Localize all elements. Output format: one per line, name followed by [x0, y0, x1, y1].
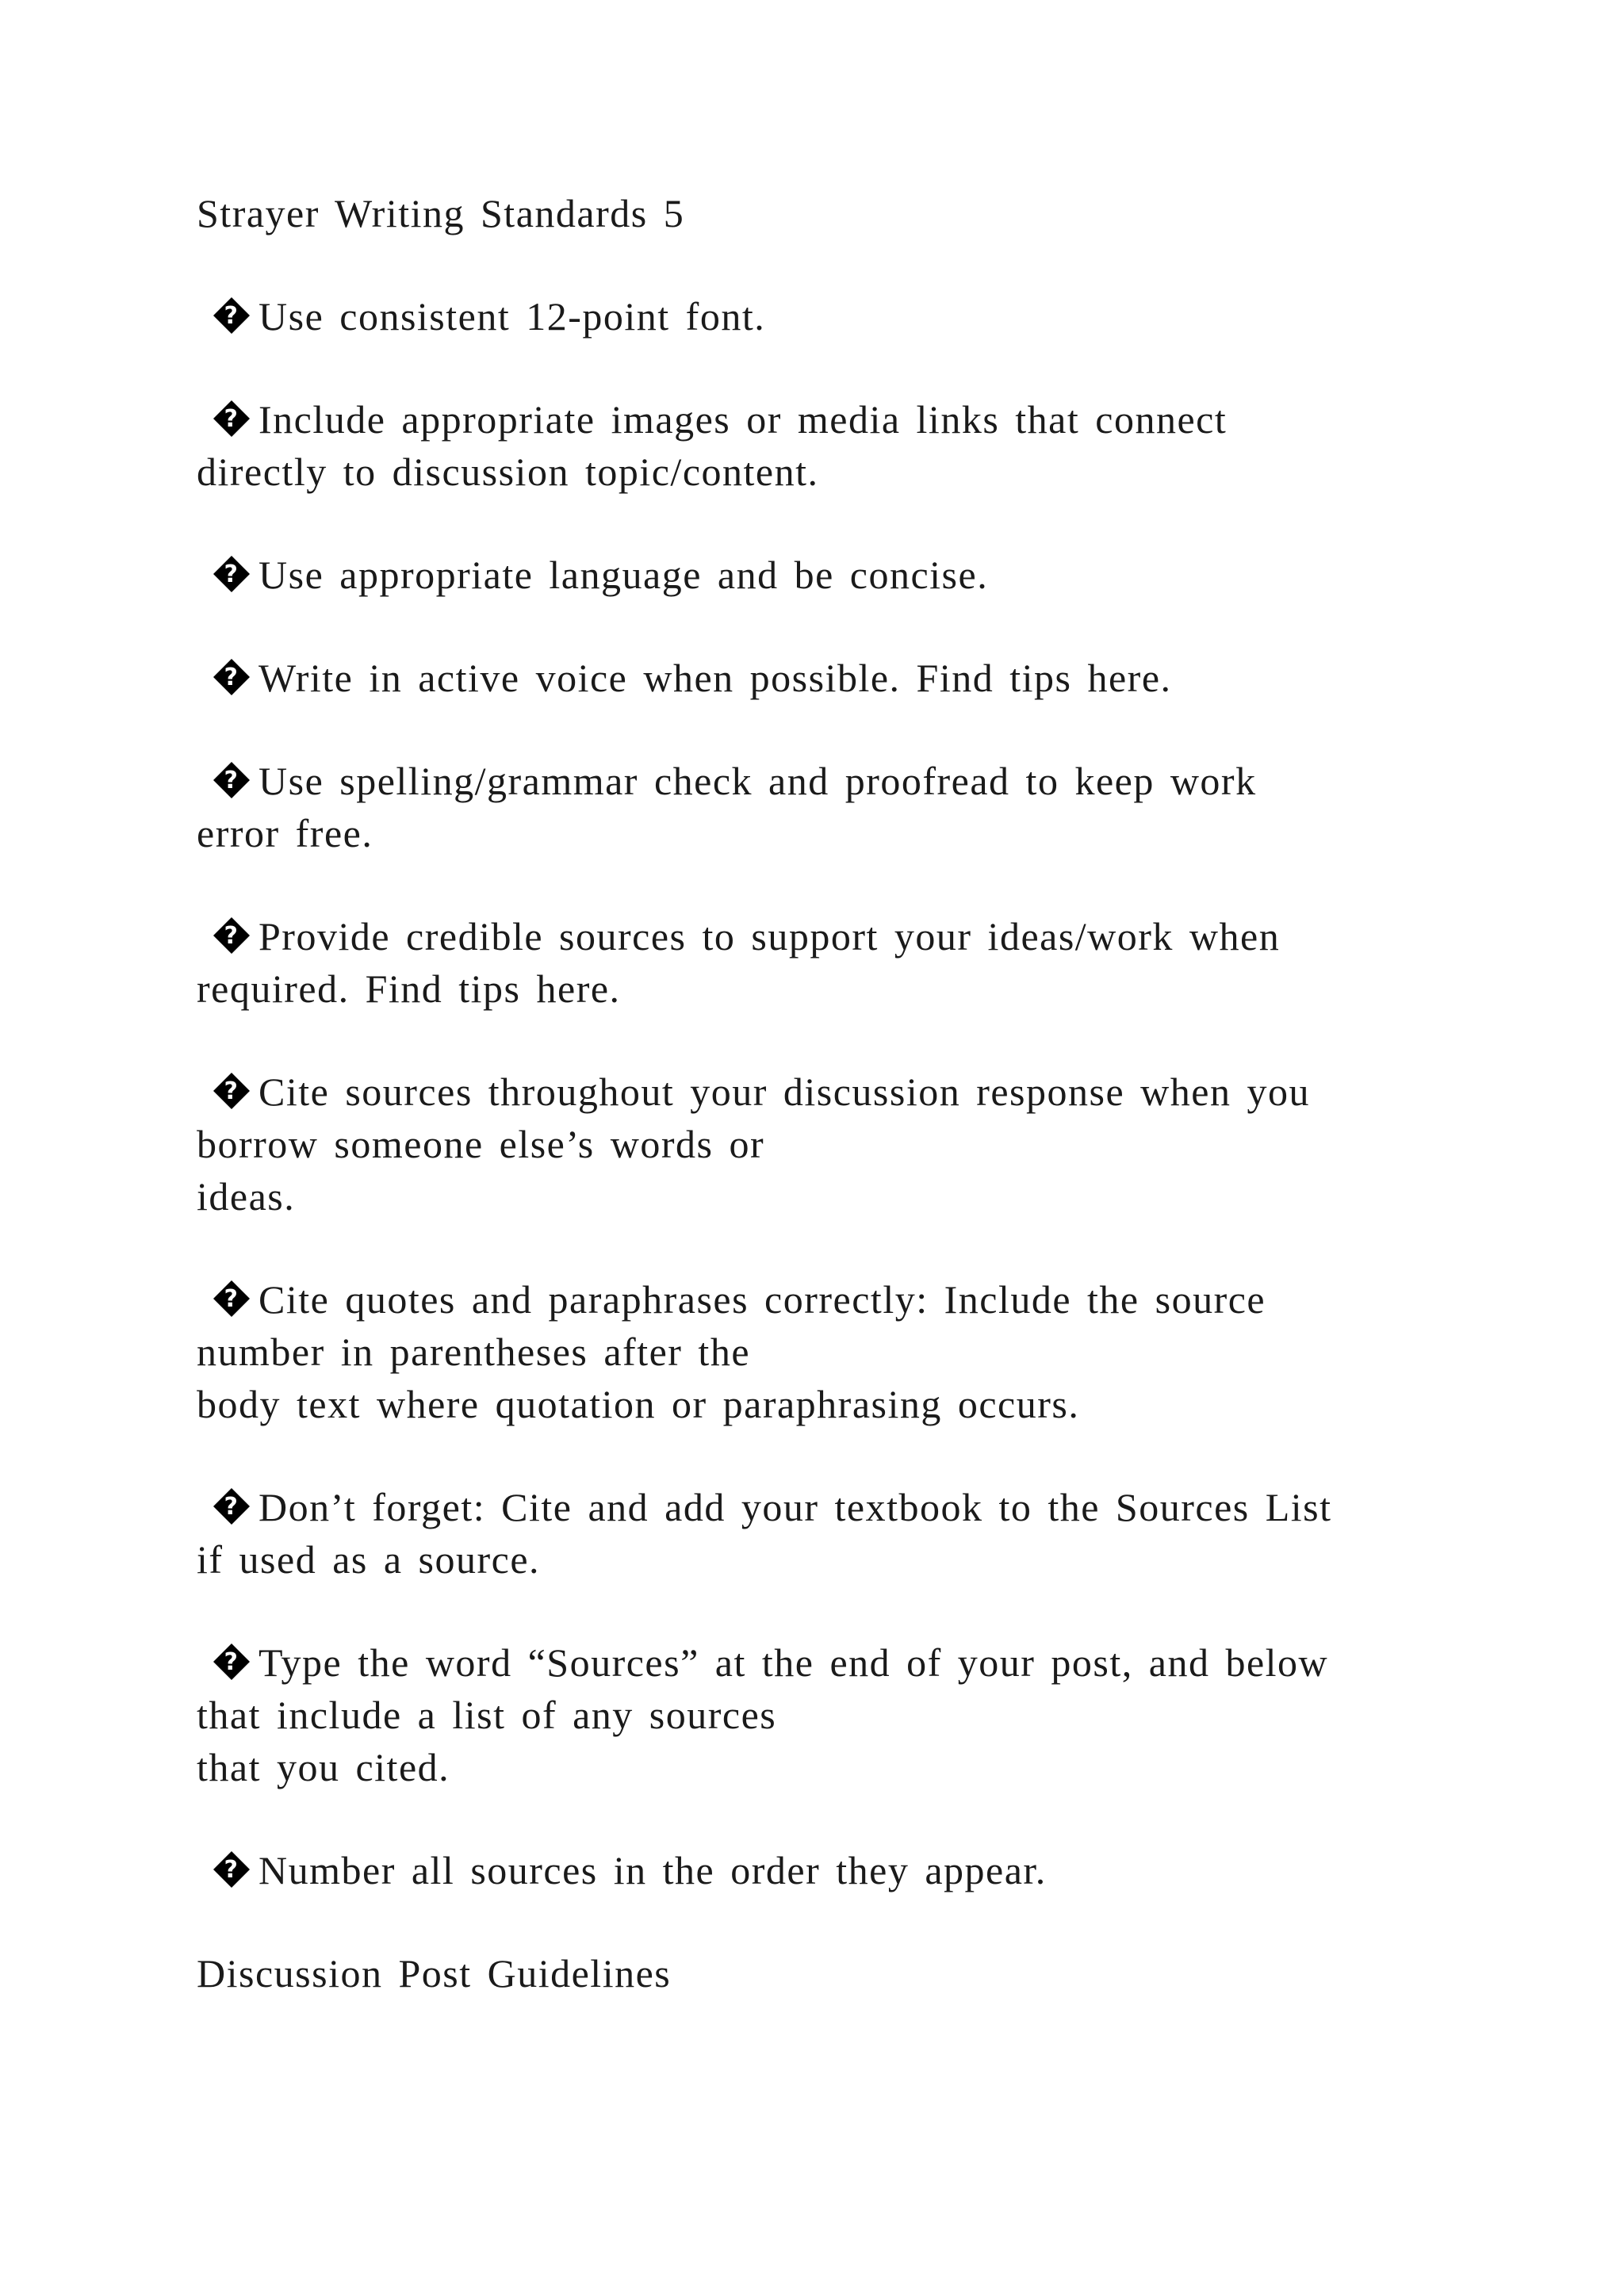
svg-text:?: ?	[224, 561, 239, 588]
replacement-character-icon	[213, 1850, 251, 1888]
bullet-text-line: Cite quotes and paraphrases correctly: Include the source	[259, 1277, 1266, 1322]
svg-text:?: ?	[224, 922, 239, 950]
bullet-text-line: Use appropriate language and be concise.	[259, 553, 989, 597]
bullet-item	[197, 1066, 1434, 1223]
bullet-text-line: Don’t forget: Cite and add your textbook to the Sources List	[259, 1485, 1332, 1529]
bullet-text-line: directly to discussion topic/content.	[197, 450, 819, 494]
svg-text:?: ?	[224, 1856, 239, 1884]
bullet-item	[197, 290, 1434, 342]
bullet-text-line: Number all sources in the order they appear.	[259, 1848, 1047, 1892]
bullet-text-line: Include appropriate images or media links that connect	[259, 397, 1228, 442]
bullet-text-line: Use spelling/grammar check and proofread to keep work	[259, 759, 1257, 803]
bullet-text-line: required. Find tips here.	[197, 966, 621, 1011]
svg-text:?: ?	[224, 767, 239, 794]
replacement-character-icon	[213, 1487, 251, 1525]
replacement-character-icon	[213, 555, 251, 593]
svg-text:?: ?	[224, 1493, 239, 1521]
replacement-character-icon	[213, 297, 251, 335]
bullet-item	[197, 652, 1434, 704]
replacement-character-icon	[213, 400, 251, 438]
bullet-text-line: error free.	[197, 811, 373, 855]
bullet-text-line: body text where quotation or paraphrasing occurs.	[197, 1382, 1080, 1426]
svg-text:?: ?	[224, 1648, 239, 1676]
svg-text:?: ?	[224, 664, 239, 691]
bullet-text-line: Type the word “Sources” at the end of your post, and below	[259, 1640, 1329, 1685]
replacement-character-icon	[213, 658, 251, 696]
bullet-item	[197, 910, 1434, 1015]
bullet-text-line: Cite sources throughout your discussion response when you	[259, 1070, 1310, 1114]
bullet-text-line: number in parentheses after the	[197, 1330, 751, 1374]
svg-text:?: ?	[224, 405, 239, 433]
bullet-text-line: Use consistent 12-point font.	[259, 294, 766, 339]
bullet-item	[197, 1844, 1434, 1896]
replacement-character-icon	[213, 1643, 251, 1681]
replacement-character-icon	[213, 761, 251, 799]
replacement-character-icon	[213, 1280, 251, 1318]
bullet-text-line: Write in active voice when possible. Find tips here.	[259, 656, 1172, 700]
svg-text:?: ?	[224, 302, 239, 330]
bullet-item	[197, 755, 1434, 859]
bullet-item	[197, 1636, 1434, 1793]
bullet-item	[197, 1273, 1434, 1430]
bullet-item	[197, 393, 1434, 498]
bullet-text-line: that you cited.	[197, 1745, 450, 1789]
bullet-text-line: if used as a source.	[197, 1537, 541, 1582]
bullet-item	[197, 549, 1434, 601]
svg-text:?: ?	[224, 1077, 239, 1105]
svg-text:?: ?	[224, 1285, 239, 1313]
bullet-list	[197, 290, 1434, 1896]
bullet-item	[197, 1481, 1434, 1586]
bullet-text-line: that include a list of any sources	[197, 1693, 777, 1737]
page-heading: Strayer Writing Standards 5	[197, 191, 685, 235]
bullet-text-line: borrow someone else’s words or	[197, 1122, 765, 1166]
replacement-character-icon	[213, 916, 251, 955]
replacement-character-icon	[213, 1072, 251, 1110]
section-heading: Discussion Post Guidelines	[197, 1951, 672, 1996]
document-page	[197, 187, 1434, 2050]
bullet-text-line: Provide credible sources to support your ideas/work when	[259, 914, 1281, 959]
bullet-text-line: ideas.	[197, 1174, 296, 1219]
